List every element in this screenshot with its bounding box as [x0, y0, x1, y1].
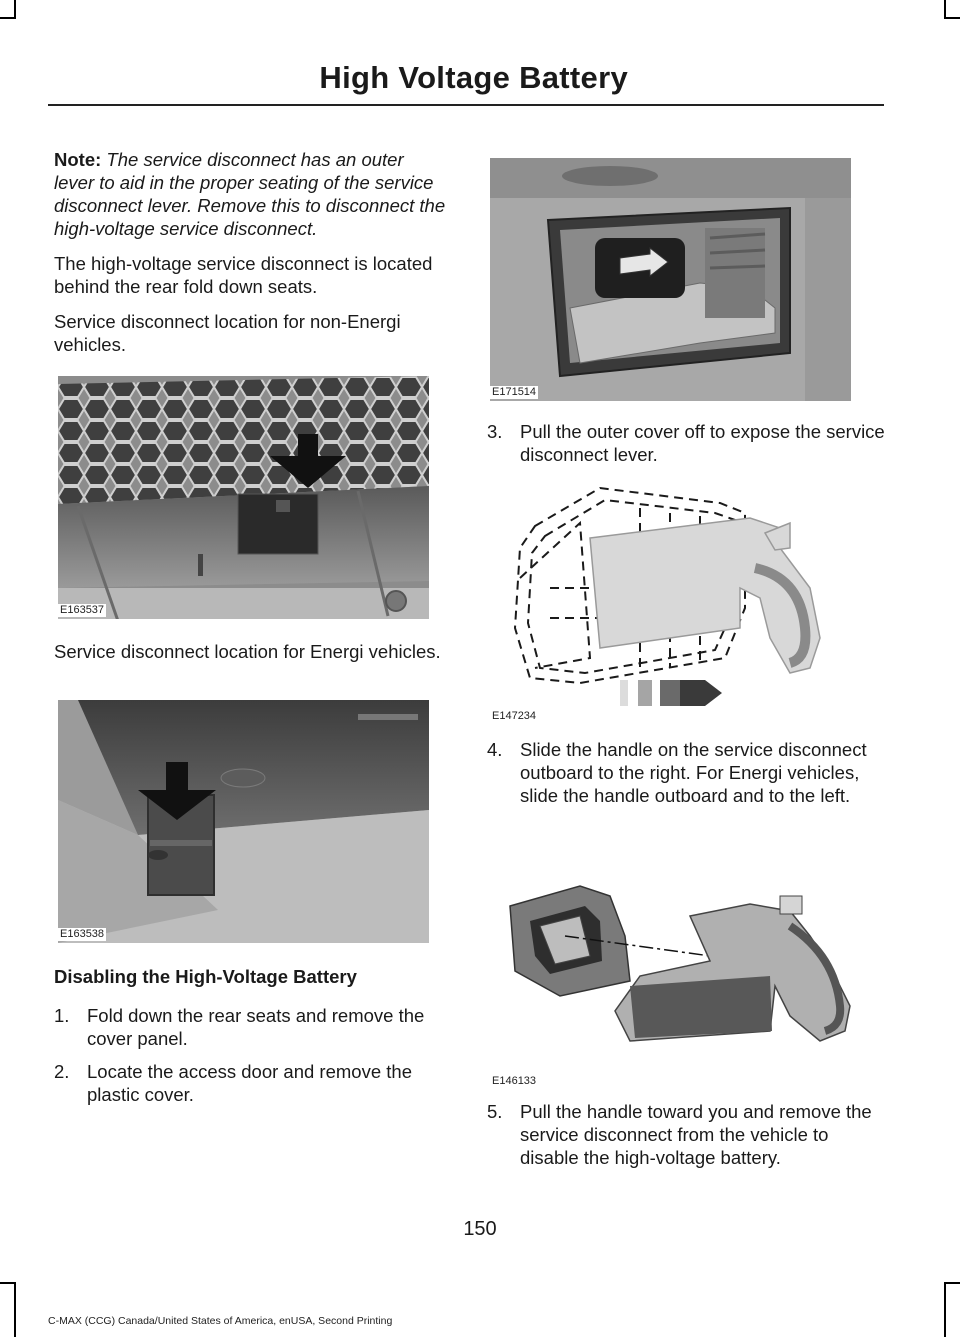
crop-mark: [0, 1282, 16, 1284]
figure-energi-location: [58, 700, 429, 943]
figure-outer-cover: [490, 478, 851, 723]
crop-mark: [944, 1282, 946, 1337]
step-text: Pull the outer cover off to expose the service disconnect lever.: [520, 421, 885, 465]
note-label: Note:: [54, 149, 102, 170]
figure-code: E163538: [60, 928, 105, 940]
section-heading: Disabling the High-Voltage Battery: [54, 966, 357, 987]
step-number: 1.: [54, 1005, 70, 1026]
step-2: [54, 1060, 446, 1106]
page-title: High Voltage Battery: [319, 60, 628, 95]
step-number: 4.: [487, 739, 503, 760]
note-paragraph: [54, 148, 446, 240]
step-number: 5.: [487, 1101, 503, 1122]
location-paragraph: The high-voltage service disconnect is located behind the rear fold down seats.: [54, 253, 433, 297]
left-column-2: [54, 640, 446, 675]
footer-text: C-MAX (CCG) Canada/United States of America, enUSA, Second Printing: [48, 1315, 393, 1327]
crop-mark: [14, 1282, 16, 1337]
note-text: The service disconnect has an outer lever to aid in the proper seating of the service disconnect lever. Remove this to disconnect the high-voltage service disconnect.: [54, 149, 446, 239]
page-number: 150: [463, 1218, 497, 1240]
figure-code: E147234: [492, 710, 537, 722]
figure-non-energi-location: [58, 376, 429, 619]
figure-code: E171514: [492, 386, 537, 398]
step-3: [487, 420, 885, 466]
step-1: [54, 1004, 446, 1050]
crop-mark: [14, 0, 16, 18]
figure-code: E146133: [492, 1075, 537, 1087]
header-divider: [48, 104, 884, 106]
step-4: [487, 738, 885, 807]
caption-non-energi: Service disconnect location for non-Energi vehicles.: [54, 311, 401, 355]
step-text: Locate the access door and remove the plastic cover.: [87, 1061, 412, 1105]
step-text: Slide the handle on the service disconnect outboard to the right. For Energi vehicles, slide the handle outboard and to the left.: [520, 739, 867, 806]
left-column: [54, 148, 446, 368]
crop-mark: [0, 17, 16, 19]
figure-code: E163537: [60, 604, 105, 616]
crop-mark: [944, 1282, 960, 1284]
caption-energi: Service disconnect location for Energi vehicles.: [54, 641, 441, 662]
step-text: Fold down the rear seats and remove the cover panel.: [87, 1005, 425, 1049]
step-number: 2.: [54, 1061, 70, 1082]
step-number: 3.: [487, 421, 503, 442]
crop-mark: [944, 17, 960, 19]
crop-mark: [944, 0, 946, 18]
step-5: [487, 1100, 887, 1169]
figure-access-door: [490, 158, 851, 401]
step-text: Pull the handle toward you and remove the service disconnect from the vehicle to disable the high-voltage battery.: [520, 1101, 872, 1168]
figure-slide-handle: [490, 866, 861, 1088]
